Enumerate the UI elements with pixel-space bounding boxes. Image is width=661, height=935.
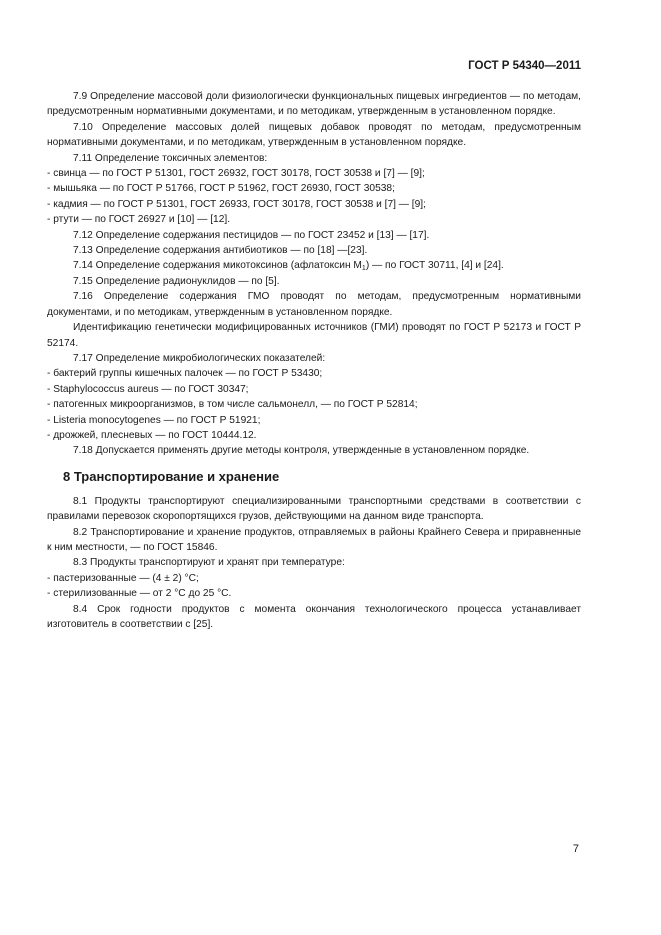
paragraph-7-12: 7.12 Определение содержания пестицидов — по ГОСТ 23452 и [13] — [17].	[73, 229, 430, 241]
list-item-toxic-mercury: - ртути — по ГОСТ 26927 и [10] — [12].	[47, 214, 231, 226]
list-item-toxic-cadmium: - кадмия — по ГОСТ Р 51301, ГОСТ 26933, ГОСТ 30178, ГОСТ 30538 и [7] — [9];	[47, 198, 426, 210]
paragraph-7-14	[47, 258, 581, 273]
paragraph-8-4: 8.4 Срок годности продуктов с момента окончания технологического процесса устанавливает изготовитель в соответствии с [25].	[47, 603, 581, 630]
section-heading-8: 8 Транспортирование и хранение	[63, 468, 280, 484]
paragraph-7-15: 7.15 Определение радионуклидов — по [5].	[73, 275, 280, 287]
paragraph-7-14-text: 7.14 Определение содержания микотоксинов (афлатоксин М	[73, 260, 362, 272]
list-item-micro-yeast: - дрожжей, плесневых — по ГОСТ 10444.12.	[47, 429, 257, 441]
page-content	[47, 89, 581, 632]
paragraph-7-17: 7.17 Определение микробиологических показателей:	[73, 352, 326, 364]
list-item-toxic-lead: - свинца — по ГОСТ Р 51301, ГОСТ 26932, ГОСТ 30178, ГОСТ 30538 и [7] — [9];	[47, 168, 425, 180]
subscript-index: 1	[361, 265, 366, 273]
list-item-temp-sterilized: - стерилизованные — от 2 °С до 25 °С.	[47, 588, 232, 600]
list-item-micro-listeria: - Listeria monocytogenes — по ГОСТ Р 51921;	[47, 414, 261, 426]
paragraph-7-18: 7.18 Допускается применять другие методы контроля, утвержденные в установленном порядке.	[73, 445, 530, 457]
paragraph-8-1: 8.1 Продукты транспортируют специализированными транспортными средствами в соответствии с правилами перевозок скоропортящихся грузов, действующими на данном виде транспорта.	[47, 495, 581, 523]
document-header: ГОСТ Р 54340—2011	[468, 60, 581, 72]
list-item-micro-coliform: - бактерий группы кишечных палочек — по ГОСТ Р 53430;	[47, 368, 323, 380]
paragraph-8-2: 8.2 Транспортирование и хранение продуктов, отправляемых в районы Крайнего Севера и приравненные к ним местности, — по ГОСТ 15846.	[47, 526, 581, 553]
paragraph-7-16: 7.16 Определение содержания ГМО проводят по методам, предусмотренным нормативными документами, и по методикам, утвержденным в установленном порядке.	[47, 291, 581, 318]
page-number: 7	[572, 843, 579, 855]
paragraph-8-3: 8.3 Продукты транспортируют и хранят при температуре:	[73, 557, 345, 569]
paragraph-7-10: 7.10 Определение массовых долей пищевых добавок проводят по методам, предусмотренным нормативными документами, и по методикам, утвержденным в установленном порядке.	[47, 121, 581, 149]
list-item-toxic-arsenic: - мышьяка — по ГОСТ Р 51766, ГОСТ Р 51962, ГОСТ 26930, ГОСТ 30538;	[47, 183, 395, 195]
list-item-micro-pathogens: - патогенных микроорганизмов, в том числе сальмонелл, — по ГОСТ Р 52814;	[47, 399, 418, 411]
list-item-micro-staphylococcus: - Staphylococcus aureus — по ГОСТ 30347;	[47, 383, 249, 395]
paragraph-7-14-text-end: ) — по ГОСТ 30711, [4] и [24].	[365, 260, 504, 272]
paragraph-7-9: 7.9 Определение массовой доли физиологически функциональных пищевых ингредиентов — по методам, предусмотренным нормативными документами, и по методикам, утвержденным в установленном порядке.	[47, 91, 581, 118]
list-item-temp-pasteurized: - пастеризованные — (4 ± 2) °С;	[47, 572, 199, 584]
paragraph-7-13: 7.13 Определение содержания антибиотиков — по [18] —[23].	[73, 245, 368, 257]
paragraph-7-11: 7.11 Определение токсичных элементов:	[73, 152, 268, 164]
paragraph-gmi: Идентификацию генетически модифицированных источников (ГМИ) проводят по ГОСТ Р 52173 и ГОСТ Р 52174.	[47, 322, 581, 349]
